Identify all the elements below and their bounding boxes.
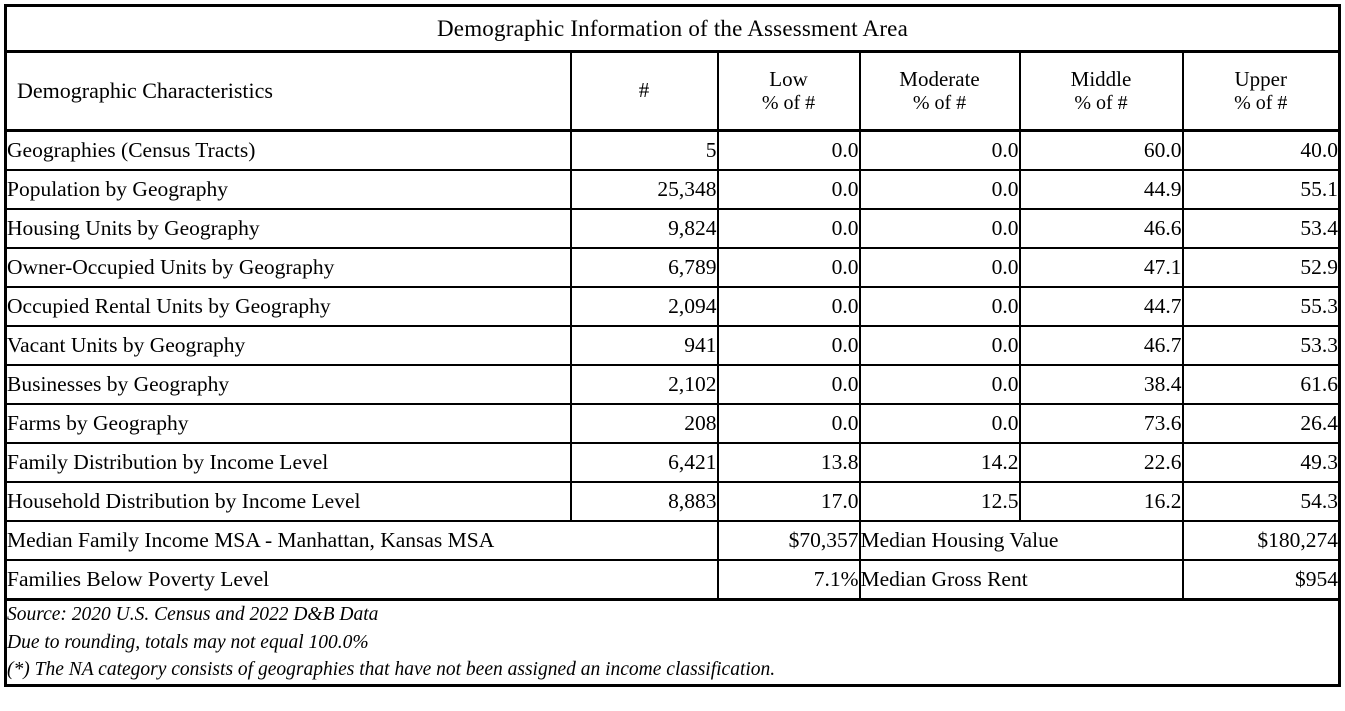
- table-row: [6, 404, 1340, 443]
- footnote-row: [6, 600, 1340, 686]
- row-upper: 49.3: [1183, 443, 1340, 482]
- row-label: Farms by Geography: [6, 404, 571, 443]
- row-moderate: 0.0: [860, 209, 1020, 248]
- row-low: 17.0: [718, 482, 860, 521]
- table-row: [6, 365, 1340, 404]
- row-middle: 46.6: [1020, 209, 1183, 248]
- column-header-low-main: Low: [769, 67, 808, 92]
- row-middle: 60.0: [1020, 131, 1183, 171]
- footnote-na-category: (*) The NA category consists of geographies that have not been assigned an income classification.: [7, 659, 776, 681]
- summary-left-label: Median Family Income MSA - Manhattan, Kansas MSA: [6, 521, 718, 560]
- row-middle: 73.6: [1020, 404, 1183, 443]
- row-label: Occupied Rental Units by Geography: [6, 287, 571, 326]
- row-low: 0.0: [718, 365, 860, 404]
- row-moderate: 0.0: [860, 248, 1020, 287]
- row-moderate: 0.0: [860, 404, 1020, 443]
- table-title: Demographic Information of the Assessment Area: [6, 6, 1340, 52]
- row-upper: 55.3: [1183, 287, 1340, 326]
- demographic-information-table: [4, 4, 1341, 687]
- column-header-middle: [1020, 52, 1183, 131]
- row-moderate: 0.0: [860, 170, 1020, 209]
- row-low: 0.0: [718, 287, 860, 326]
- row-count: 2,102: [571, 365, 718, 404]
- row-middle: 22.6: [1020, 443, 1183, 482]
- row-label: Population by Geography: [6, 170, 571, 209]
- row-low: 0.0: [718, 248, 860, 287]
- table-row: [6, 482, 1340, 521]
- row-count: 941: [571, 326, 718, 365]
- row-upper: 52.9: [1183, 248, 1340, 287]
- row-moderate: 0.0: [860, 365, 1020, 404]
- row-label: Geographies (Census Tracts): [6, 131, 571, 171]
- table-row: [6, 287, 1340, 326]
- row-low: 0.0: [718, 131, 860, 171]
- row-count: 2,094: [571, 287, 718, 326]
- summary-right-value: $180,274: [1183, 521, 1340, 560]
- row-middle: 38.4: [1020, 365, 1183, 404]
- footnote-block: [6, 600, 1340, 686]
- table-row: [6, 443, 1340, 482]
- column-header-moderate-main: Moderate: [899, 67, 980, 92]
- row-low: 0.0: [718, 170, 860, 209]
- row-label: Owner-Occupied Units by Geography: [6, 248, 571, 287]
- row-low: 0.0: [718, 326, 860, 365]
- row-middle: 16.2: [1020, 482, 1183, 521]
- column-header-moderate-sub: % of #: [912, 91, 967, 114]
- table-title-row: [6, 6, 1340, 52]
- row-moderate: 0.0: [860, 287, 1020, 326]
- row-label: Businesses by Geography: [6, 365, 571, 404]
- summary-right-label: Median Gross Rent: [860, 560, 1183, 600]
- table-row: [6, 131, 1340, 171]
- row-label: Household Distribution by Income Level: [6, 482, 571, 521]
- row-upper: 55.1: [1183, 170, 1340, 209]
- row-middle: 47.1: [1020, 248, 1183, 287]
- column-header-middle-sub: % of #: [1074, 91, 1128, 114]
- summary-left-label: Families Below Poverty Level: [6, 560, 718, 600]
- row-upper: 54.3: [1183, 482, 1340, 521]
- summary-row: [6, 560, 1340, 600]
- footnote-rounding: Due to rounding, totals may not equal 100.0%: [7, 631, 369, 653]
- row-count: 6,421: [571, 443, 718, 482]
- row-upper: 26.4: [1183, 404, 1340, 443]
- summary-left-value: 7.1%: [718, 560, 860, 600]
- document-page: [0, 4, 1345, 711]
- column-header-middle-main: Middle: [1070, 67, 1132, 92]
- summary-right-label: Median Housing Value: [860, 521, 1183, 560]
- row-middle: 46.7: [1020, 326, 1183, 365]
- column-header-characteristics: Demographic Characteristics: [6, 52, 571, 131]
- row-upper: 61.6: [1183, 365, 1340, 404]
- summary-left-value: $70,357: [718, 521, 860, 560]
- table-row: [6, 170, 1340, 209]
- column-header-moderate: [860, 52, 1020, 131]
- column-header-upper: [1183, 52, 1340, 131]
- row-label: Housing Units by Geography: [6, 209, 571, 248]
- row-upper: 53.3: [1183, 326, 1340, 365]
- row-count: 9,824: [571, 209, 718, 248]
- row-count: 25,348: [571, 170, 718, 209]
- table-row: [6, 209, 1340, 248]
- row-middle: 44.7: [1020, 287, 1183, 326]
- row-low: 0.0: [718, 404, 860, 443]
- table-header-row: [6, 52, 1340, 131]
- row-low: 0.0: [718, 209, 860, 248]
- row-count: 208: [571, 404, 718, 443]
- column-header-upper-main: Upper: [1234, 67, 1287, 92]
- table-row: [6, 248, 1340, 287]
- row-count: 5: [571, 131, 718, 171]
- row-moderate: 0.0: [860, 326, 1020, 365]
- row-moderate: 0.0: [860, 131, 1020, 171]
- table-row: [6, 326, 1340, 365]
- row-low: 13.8: [718, 443, 860, 482]
- footnote-source: Source: 2020 U.S. Census and 2022 D&B Data: [7, 604, 379, 625]
- row-upper: 53.4: [1183, 209, 1340, 248]
- row-upper: 40.0: [1183, 131, 1340, 171]
- row-count: 6,789: [571, 248, 718, 287]
- column-header-low-sub: % of #: [761, 91, 816, 114]
- summary-row: [6, 521, 1340, 560]
- row-moderate: 14.2: [860, 443, 1020, 482]
- column-header-upper-sub: % of #: [1234, 91, 1288, 114]
- row-label: Vacant Units by Geography: [6, 326, 571, 365]
- summary-right-value: $954: [1183, 560, 1340, 600]
- column-header-count: #: [571, 52, 718, 131]
- row-moderate: 12.5: [860, 482, 1020, 521]
- row-label: Family Distribution by Income Level: [6, 443, 571, 482]
- column-header-low: [718, 52, 860, 131]
- row-middle: 44.9: [1020, 170, 1183, 209]
- row-count: 8,883: [571, 482, 718, 521]
